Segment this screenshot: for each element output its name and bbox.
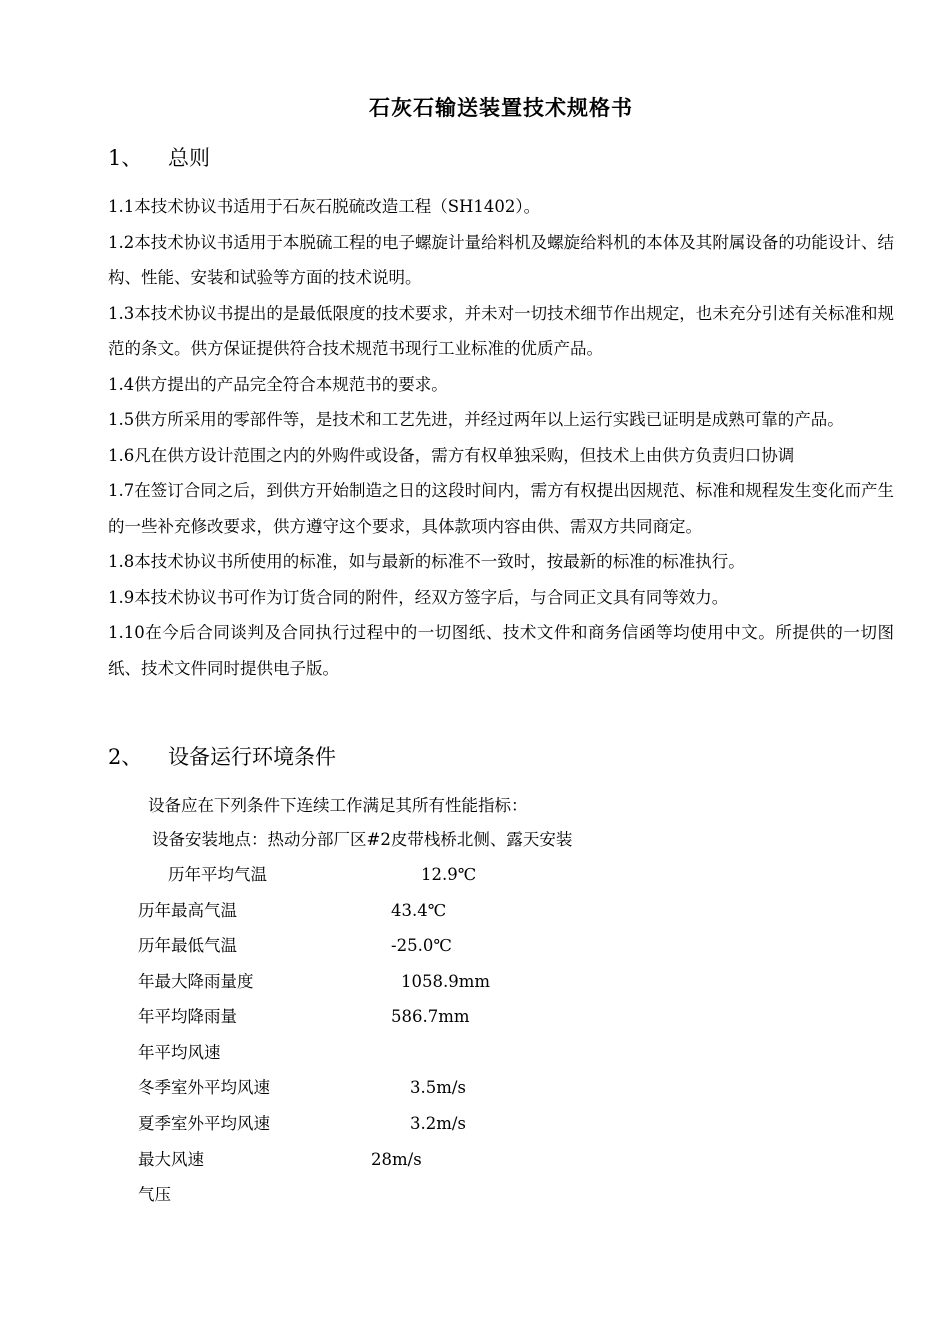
- section-1-body: [108, 189, 894, 686]
- condition-label: 年最大降雨量度: [138, 972, 254, 991]
- condition-label: 年平均风速: [138, 1043, 221, 1062]
- section-2-title: 设备运行环境条件: [168, 745, 336, 769]
- condition-label: 历年最高气温: [138, 901, 237, 920]
- condition-value: 12.9℃: [421, 865, 477, 884]
- condition-label: 最大风速: [138, 1150, 204, 1169]
- condition-value: 3.2m/s: [410, 1114, 466, 1133]
- condition-label: 夏季室外平均风速: [138, 1114, 270, 1133]
- condition-row: [168, 864, 477, 886]
- clause-1-8: 1.8本技术协议书所使用的标准，如与最新的标准不一致时，按最新的标准的标准执行。: [108, 552, 745, 571]
- clause-1-2: 1.2本技术协议书适用于本脱硫工程的电子螺旋计量给料机及螺旋给料机的本体及其附属设备的功能设计、结构、性能、安装和试验等方面的技术说明。: [108, 232, 894, 287]
- clause-1-10: 1.10在今后合同谈判及合同执行过程中的一切图纸、技术文件和商务信函等均使用中文。所提供的一切图纸、技术文件同时提供电子版。: [108, 623, 894, 678]
- condition-row: [138, 1077, 466, 1099]
- condition-row: [138, 1042, 221, 1064]
- clause-1-7: 1.7在签订合同之后，到供方开始制造之日的这段时间内，需方有权提出因规范、标准和规程发生变化而产生的一些补充修改要求，供方遵守这个要求，具体款项内容由供、需双方共同商定。: [108, 481, 894, 536]
- section-1-title: 总则: [168, 146, 210, 170]
- section-1-heading: [108, 142, 210, 172]
- clause-1-6: 1.6凡在供方设计范围之内的外购件或设备，需方有权单独采购，但技术上由供方负责归口协调: [108, 445, 795, 465]
- condition-label: 历年最低气温: [138, 936, 237, 955]
- condition-row: [138, 1149, 422, 1171]
- clause-1-5: 1.5供方所采用的零部件等，是技术和工艺先进，并经过两年以上运行实践已证明是成熟可靠的产品。: [108, 410, 844, 429]
- environment-intro: 设备应在下列条件下连续工作满足其所有性能指标：: [148, 796, 528, 815]
- condition-value: 28m/s: [371, 1150, 422, 1169]
- condition-label: 历年平均气温: [168, 865, 267, 884]
- condition-value: -25.0℃: [391, 936, 452, 955]
- section-2-number: 2、: [108, 745, 143, 769]
- section-2-heading: [108, 741, 336, 771]
- installation-location: 设备安装地点：热动分部厂区#2皮带栈桥北侧、露天安装: [152, 830, 573, 849]
- condition-value: 3.5m/s: [410, 1078, 466, 1097]
- condition-row: [138, 935, 452, 957]
- condition-value: 1058.9mm: [401, 972, 491, 991]
- section-1-number: 1、: [108, 146, 143, 170]
- condition-row: [138, 971, 491, 993]
- condition-row: [138, 1006, 470, 1028]
- clause-1-9: 1.9本技术协议书可作为订货合同的附件，经双方签字后，与合同正文具有同等效力。: [108, 587, 729, 607]
- condition-row: [138, 1184, 171, 1206]
- condition-label: 冬季室外平均风速: [138, 1078, 270, 1097]
- clause-1-1: 1.1本技术协议书适用于石灰石脱硫改造工程（SH1402）。: [108, 197, 541, 216]
- condition-row: [138, 1113, 466, 1135]
- condition-value: 586.7mm: [391, 1007, 470, 1026]
- condition-value: 43.4℃: [391, 901, 447, 920]
- document-title: 石灰石输送装置技术规格书: [369, 95, 633, 120]
- condition-label: 年平均降雨量: [138, 1007, 237, 1026]
- clause-1-3: 1.3本技术协议书提出的是最低限度的技术要求，并未对一切技术细节作出规定，也未充分引述有关标准和规范的条文。供方保证提供符合技术规范书现行工业标准的优质产品。: [108, 303, 894, 358]
- condition-label: 气压: [138, 1185, 171, 1204]
- clause-1-4: 1.4供方提出的产品完全符合本规范书的要求。: [108, 374, 448, 394]
- condition-row: [138, 900, 447, 922]
